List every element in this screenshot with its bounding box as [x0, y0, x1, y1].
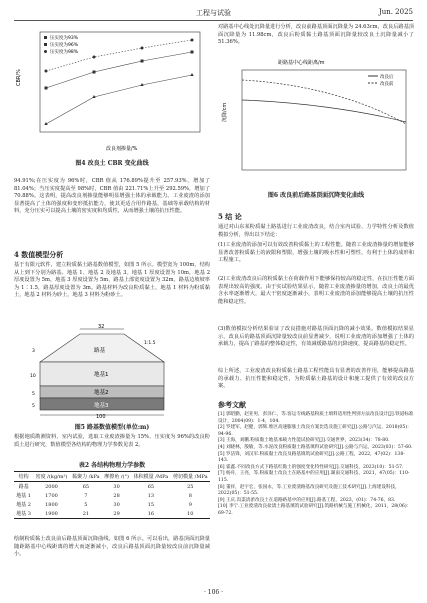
svg-text:改良前: 改良前 [380, 82, 394, 87]
svg-text:压实度为98%: 压实度为98% [50, 50, 79, 55]
point [191, 51, 194, 54]
issue-date: Jun. 2025 [378, 8, 413, 16]
conclusion-3: (3)数值模拟分析结果验证了改良措施对路基顶面沉降的减小效果。数值模拟结果显示，改良后的路基顶面沉降量较改良前显著减少，说明工业废渣的添加增强了土体的承载力，提高了路基的整体稳定性，有效减缓路基的沉降速度，提高路基的稳定性。 [218, 326, 414, 348]
svg-text:路基: 路基 [94, 348, 106, 354]
svg-text:压实度为93%: 压实度为93% [50, 36, 79, 41]
page-header [14, 6, 413, 21]
reference-item: [8] 董祥，赵宇宏，张国永，等.工业废渣路基改良研究及施工技术研究[J].上海建设科技，2022(05)：51-55. [218, 484, 400, 497]
reference-item: [7] 杨舟，王亮，等.粉质黏土改良土在路基中的应用[J].湖南交通科技，2021，47(05)：110-115. [218, 471, 410, 483]
svg-text:5: 5 [32, 404, 35, 409]
conclusion-summary: 综上所述，工业废渣改良粉质黏土路基工程性能具有显著的改善作用，能够提高路基的承载力、抗压性能和稳定性，为粉质黏土路基的设计和施工提供了有效的改良方案。 [218, 368, 414, 390]
reference-item: [6] 霍鑫.不同改良方式下路基红黏土的强度变化特性研究[J].交通科技，2023(10)：51-57. [218, 464, 404, 470]
table-row: 地基 1 1700 7 28 13 8 [16, 492, 192, 499]
model-diagram [14, 322, 210, 418]
y-axis-label: CBR/% [16, 69, 22, 86]
reference-item: [1] 郭昭勤，赵亚男，彭泽仁，等.客运专线路基粉质土填料适用性判别方法改良设计[J].铁道标准设计，2004(09)：1-4，104. [218, 412, 414, 424]
reference-item: [5] 罗洁锋，刘汉军.粉质黏土改良及路基填筑试验研究[J].公路工程，2022，47(02)：138-143. [218, 451, 405, 464]
figure-4-caption: 图4 改良土 CBR 变化曲线 [75, 160, 149, 167]
svg-text:地基1: 地基1 [94, 372, 109, 378]
x-axis-label: 改良剂掺量/% [106, 146, 138, 152]
references-title: 参考文献 [218, 400, 246, 409]
figure-5 [14, 322, 210, 430]
conclusion-2: (2)工业废渣改良后的粉质黏土在荷载作用下能够保持较高的稳定性，在抗压性能方面表现出较高的强度。由于实试验结果显示，随着工业废渣掺量的增加，改良土的最优含水率逐渐增大，最大干密度逐渐减小，表明工业废渣的添加能够提高土壤的抗压性能和稳定性。 [218, 276, 414, 305]
figure-6 [218, 52, 414, 202]
svg-text:地基2: 地基2 [94, 390, 109, 396]
x-axis-label: 距路基中心线距离/m [278, 60, 325, 66]
svg-text:32: 32 [98, 324, 105, 330]
paragraph-table-intro: 根据地质勘测资料、室内试验，选取工业废渣掺量为 15%、压实度为 96%的改良粉质土进行研究，数值模型各结构的物理力学参数见表 2。 [14, 434, 210, 448]
settlement-chart [218, 52, 414, 186]
figure-6-caption: 图6 改良前后路基顶面沉降变化曲线 [267, 192, 365, 199]
reference-item: [4] 刘晓林，殷敏，等.水泥改良粉质黏土路基填料试验研究[J].公路与汽运，2023(03)：57-60. [218, 444, 413, 450]
y-axis-label: 沉降/cm [222, 102, 228, 122]
svg-text:改良后: 改良后 [380, 75, 394, 80]
series-93-line [46, 75, 192, 124]
conclusion-intro: 通过对山东某粉质黏土路基进行工业废渣改良，结合室内试验、力学特性分析及数值模拟分析，得出以下结论： [218, 224, 414, 238]
point [93, 56, 96, 59]
legend [44, 34, 79, 55]
legend [368, 73, 394, 87]
svg-text:5: 5 [32, 392, 35, 397]
figure-5-caption: 图5 路基数值模型(单位:m) [74, 424, 150, 431]
section-5-title: 5 结 论 [218, 212, 242, 221]
cbr-chart [14, 26, 210, 154]
table-row: 路基 2000 65 30 65 25 [18, 483, 194, 490]
reference-item: [9] 王庆.沟渠清淤改良土在道路路基中的应用[J].路基工程，2023，(01)：74-76，83. [218, 497, 396, 503]
references-list [218, 412, 414, 518]
conclusion-1: (1)工业废渣的添加可以有效改善粉质黏土的工程性能。随着工业废渣掺量的增加能够显著改善粉质黏土的液限和塑限，增强土壤的吸水性和可塑性，有利于土体的成形和工程施工。 [218, 242, 414, 264]
paragraph-results: 94.91%;在压实度为 96%时，CBR 值从 176.89%提升至 257.93%，增加了 81.04%；当压实度提高至 98%时，CBR 值由 221.71%上升至 292.59%，增加了 70.88%。这表明，提高改良剂掺量能够明显增强土体的承载能力。工业废渣的添加显著提高了土体的强度和变形抵抗能力，使其更适合用作路基，基础等承载结构的材料，充分压实可以提高土壤的密实度和均质性，从而增强土壤的抗压性能。 [14, 178, 210, 215]
page-number: · 106 · [203, 589, 224, 596]
svg-text:1:1.5: 1:1.5 [144, 341, 156, 346]
section-4-title: 4 数值模型分析 [14, 250, 64, 259]
paragraph-centerline: 对路基中心线处沉降量进行分析，改良前路基顶面沉降量为 24.63cm，改良后路基顶面沉降量为 11.98cm，改良后粉质黏土路基顶面沉降量较改良土沉降量减小了 51.36%。 [218, 24, 414, 46]
parameters-table: 结构 密度 /(kg/m³) 黏聚力 /kPa 摩擦角 /(°) 体积模量 /MPa 剪切模量 /MPa 路基 2000 65 30 65 25 地基 1 1700 7 28 13 8 地基 2 1800 5 30 15 9 地基 3 1900 21 29 16 10 [14, 471, 210, 519]
table-2-title: 表2 各结构物理力学参数 [78, 462, 146, 469]
paragraph-model: 基于有限元软件，建立粉质黏土路基数值模型，如图 5 所示。模型宽为 100m，结构从上到下分别为路基、地基 1、地基 2 及地基 3。地基 1 厚度设置为 10m，地基 2 厚度设置为 5m，地基 3 厚度设置为 5m，路基上部宽度设置为 32m，路基边坡坡率为 1∶1.5，路基厚度设置为 3m。路基材料为改良粉质黏土，地基 1 材料为粉质黏土，地基 2 材料为砂土，地基 3 材料为粉砂土。 [14, 262, 210, 299]
point [93, 71, 96, 74]
point [45, 87, 48, 90]
svg-text:压实度为96%: 压实度为96% [50, 43, 79, 48]
point [45, 70, 48, 73]
point [190, 73, 193, 76]
paragraph-settlement: 绘制粉质黏土改良前后路基顶面沉降曲线，如图 6 所示。可以看出，路基顶面沉降量随距路基中心线距离的增大而逐渐减小，改良后路基顶面沉降量较改良前沉降量减小。 [14, 536, 210, 558]
svg-text:100: 100 [96, 414, 106, 418]
point [141, 47, 144, 50]
figure-4 [14, 26, 210, 166]
svg-text:10: 10 [30, 374, 36, 379]
series-after-line [242, 100, 406, 122]
table-row: 地基 3 1900 21 29 16 10 [16, 510, 194, 517]
svg-text:3: 3 [32, 349, 35, 354]
journal-title: 工程与试验 [196, 9, 231, 17]
svg-text:地基3: 地基3 [94, 403, 109, 409]
reference-item: [2] 罗建军，赵健，郭辉.堆区高速膨胀土改良方案比选及施工研究[J].公路与汽运，2018(05)：94-96. [218, 425, 412, 437]
series-96-line [46, 52, 192, 88]
point [191, 39, 194, 42]
reference-item: [10] 李宁.工业废渣改良盐渍土路基填筑试验研究[J].筑路机械与施工机械化，2011，28(06)：69-72. [218, 504, 412, 516]
table-row: 地基 2 1800 5 30 15 9 [16, 501, 192, 508]
table-2 [14, 460, 210, 519]
reference-item: [3] 王海，刘鹏.粉质黏土地基承载力性能试验研究[J].交通世界，2023(34)：78-80. [218, 438, 390, 444]
point [141, 60, 144, 63]
